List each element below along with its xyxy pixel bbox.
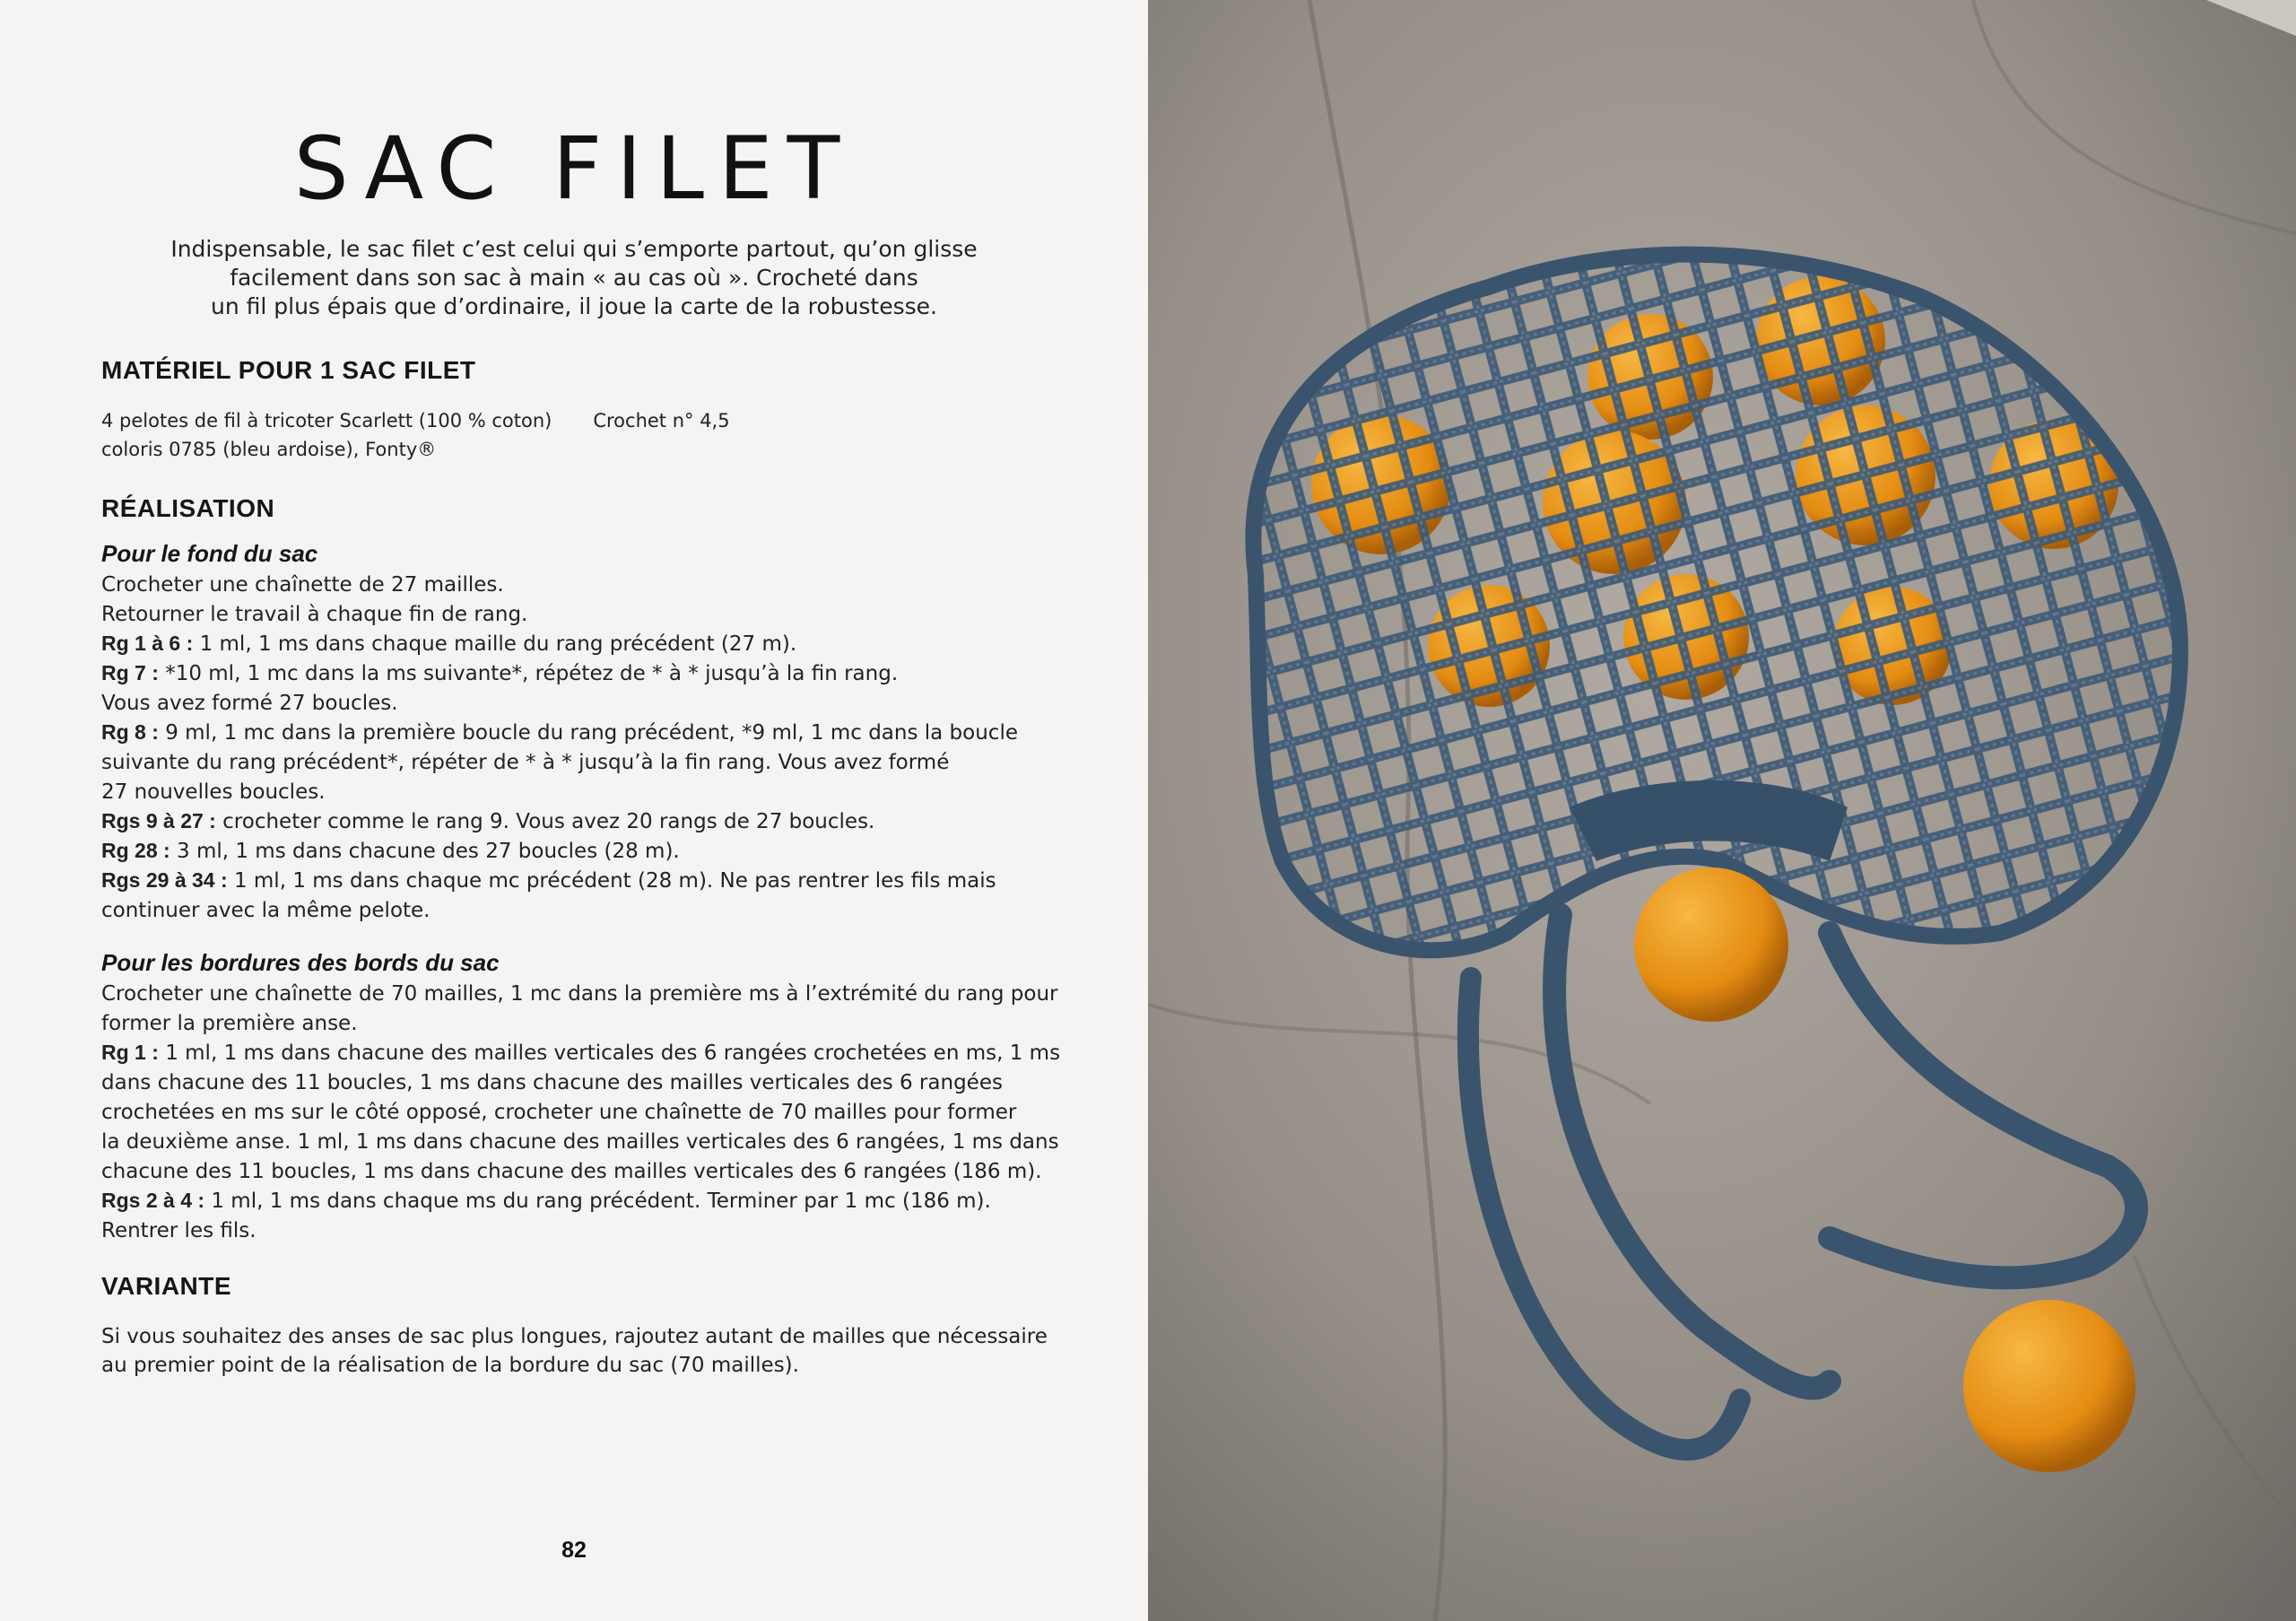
step-line: Rg 7 : *10 ml, 1 mc dans la ms suivante*, répétez de * à * jusqu’à la fin rang.: [101, 661, 899, 685]
intro-line: un fil plus épais que d’ordinaire, il joue la carte de la robustesse.: [211, 293, 937, 319]
bordure-steps: [101, 979, 1061, 1245]
intro-line: facilement dans son sac à main « au cas où ». Crocheté dans: [230, 265, 918, 291]
realisation-heading: RÉALISATION: [101, 494, 275, 522]
variante-line: au premier point de la réalisation de la bordure du sac (70 mailles).: [101, 1354, 799, 1377]
step-line: Rg 1 : 1 ml, 1 ms dans chacune des mailles verticales des 6 rangées crochetées en ms, 1 ms: [101, 1041, 1061, 1065]
step-line: Crocheter une chaînette de 70 mailles, 1 mc dans la première ms à l’extrémité du rang pour: [101, 982, 1058, 1006]
step-line: Vous avez formé 27 boucles.: [101, 692, 398, 715]
fond-subheading: Pour le fond du sac: [101, 540, 318, 567]
step-line: Rg 1 à 6 : 1 ml, 1 ms dans chaque maille du rang précédent (27 m).: [101, 632, 797, 656]
intro-line: Indispensable, le sac filet c’est celui qui s’emporte partout, qu’on glisse: [170, 236, 978, 262]
orange: [1963, 1300, 2135, 1472]
step-line: suivante du rang précédent*, répéter de * à * jusqu’à la fin rang. Vous avez formé: [101, 751, 950, 774]
step-line: Rentrer les fils.: [101, 1219, 257, 1242]
instructions: [101, 353, 1061, 1380]
step-line: former la première anse.: [101, 1012, 358, 1035]
fond-steps: [101, 570, 1052, 925]
step-line: la deuxième anse. 1 ml, 1 ms dans chacune des mailles verticales des 6 rangées, 1 ms dans: [101, 1130, 1059, 1154]
step-line: chacune des 11 boucles, 1 ms dans chacune des mailles verticales des 6 rangées (186 m).: [101, 1160, 1042, 1183]
step-line: Retourner le travail à chaque fin de rang.: [101, 603, 528, 626]
materiel-heading: MATÉRIEL POUR 1 SAC FILET: [101, 356, 476, 384]
page-number: 82: [561, 1538, 587, 1563]
hook-spec: Crochet n° 4,5: [593, 410, 730, 431]
yarn-line: 4 pelotes de fil à tricoter Scarlett (100 % coton): [101, 410, 552, 431]
step-line: Rg 28 : 3 ml, 1 ms dans chacune des 27 boucles (28 m).: [101, 839, 680, 863]
step-line: continuer avec la même pelote.: [101, 899, 430, 922]
yarn-line: coloris 0785 (bleu ardoise), Fonty®: [101, 439, 437, 460]
variante-line: Si vous souhaitez des anses de sac plus longues, rajoutez autant de mailles que nécessaire: [101, 1325, 1048, 1348]
yarn-spec: [101, 406, 552, 464]
step-line: Rgs 29 à 34 : 1 ml, 1 ms dans chaque mc précédent (28 m). Ne pas rentrer les fils mais: [101, 868, 996, 893]
step-line: crochetées en ms sur le côté opposé, crocheter une chaînette de 70 mailles pour former: [101, 1101, 1017, 1124]
step-line: Rg 8 : 9 ml, 1 mc dans la première boucle du rang précédent, *9 ml, 1 mc dans la boucle: [101, 720, 1018, 745]
net-bag-photo: [1148, 0, 2296, 1621]
step-line: Rgs 9 à 27 : crocheter comme le rang 9. Vous avez 20 rangs de 27 boucles.: [101, 809, 875, 833]
step-line: dans chacune des 11 boucles, 1 ms dans chacune des mailles verticales des 6 rangées: [101, 1071, 1003, 1094]
orange: [1634, 867, 1788, 1022]
page-title: SAC FILET: [293, 118, 855, 219]
materiel-list: [101, 406, 1052, 464]
intro-paragraph: [144, 235, 1004, 321]
variante-heading: VARIANTE: [101, 1272, 232, 1300]
step-line: Rgs 2 à 4 : 1 ml, 1 ms dans chaque ms du rang précédent. Terminer par 1 mc (186 m).: [101, 1189, 991, 1213]
photo-page: [1148, 0, 2296, 1621]
step-line: 27 nouvelles boucles.: [101, 780, 326, 804]
bordure-subheading: Pour les bordures des bords du sac: [101, 949, 500, 976]
step-line: Crocheter une chaînette de 27 mailles.: [101, 573, 504, 597]
